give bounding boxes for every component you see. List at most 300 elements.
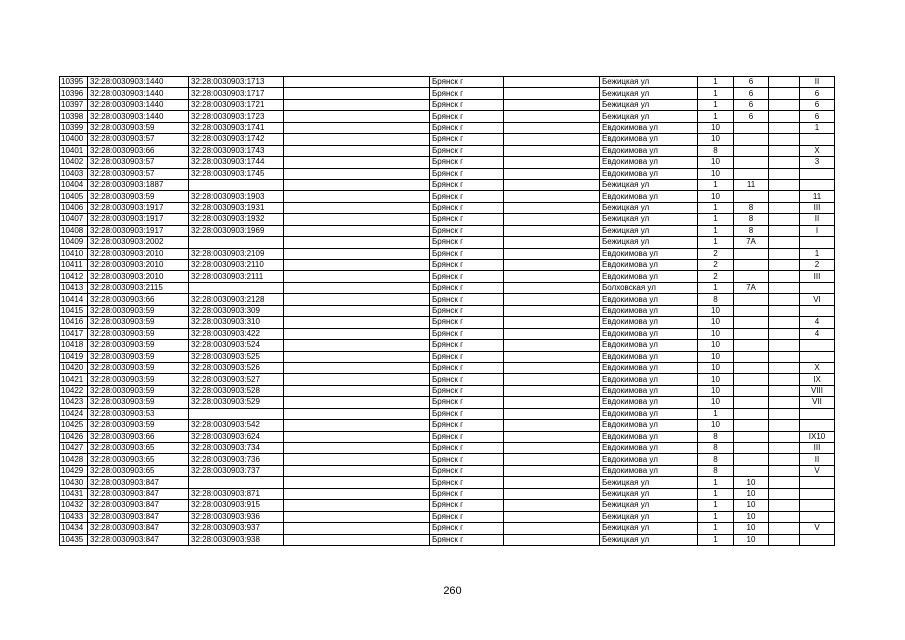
cell-cadastral-number: 32:28:0030903:1713: [189, 77, 284, 88]
cell-street: Евдокимова ул: [600, 431, 698, 442]
cell-apartment-number: [800, 511, 835, 522]
cell-building-number: 8: [734, 214, 769, 225]
cell-building-number: 10: [734, 477, 769, 488]
cell-empty-col-b: [504, 99, 600, 110]
cell-city: Брянск г: [430, 351, 504, 362]
table-row: [60, 408, 835, 419]
cell-parent-cadastral-number: 32:28:0030903:59: [88, 328, 189, 339]
cell-building-number: [734, 374, 769, 385]
cell-apartment-number: II: [800, 77, 835, 88]
cell-apartment-number: 6: [800, 88, 835, 99]
cell-city: Брянск г: [430, 443, 504, 454]
cell-apartment-number: 4: [800, 317, 835, 328]
cell-empty-col-a: [284, 122, 430, 133]
table-row: [60, 134, 835, 145]
cell-empty-col-a: [284, 294, 430, 305]
cell-cadastral-number: 32:28:0030903:915: [189, 500, 284, 511]
cell-empty-col-b: [504, 282, 600, 293]
cell-parent-cadastral-number: 32:28:0030903:59: [88, 122, 189, 133]
cell-empty-col-a: [284, 99, 430, 110]
cell-row-number: 10407: [60, 214, 88, 225]
table-row: [60, 214, 835, 225]
cell-row-number: 10401: [60, 145, 88, 156]
cell-empty-col-b: [504, 294, 600, 305]
cell-empty-col-c: [769, 294, 800, 305]
cell-house-number: 10: [698, 420, 734, 431]
cell-house-number: 1: [698, 523, 734, 534]
cell-empty-col-a: [284, 168, 430, 179]
cell-parent-cadastral-number: 32:28:0030903:1440: [88, 88, 189, 99]
cell-building-number: [734, 408, 769, 419]
table-row: [60, 511, 835, 522]
cell-parent-cadastral-number: 32:28:0030903:847: [88, 523, 189, 534]
cell-apartment-number: 3: [800, 157, 835, 168]
cell-parent-cadastral-number: 32:28:0030903:59: [88, 305, 189, 316]
cell-cadastral-number: [189, 237, 284, 248]
cell-empty-col-b: [504, 202, 600, 213]
cell-row-number: 10426: [60, 431, 88, 442]
cell-city: Брянск г: [430, 294, 504, 305]
cell-empty-col-c: [769, 168, 800, 179]
cell-cadastral-number: 32:28:0030903:937: [189, 523, 284, 534]
cell-house-number: 8: [698, 431, 734, 442]
cell-cadastral-number: 32:28:0030903:2128: [189, 294, 284, 305]
cell-building-number: [734, 145, 769, 156]
cell-apartment-number: [800, 168, 835, 179]
cell-city: Брянск г: [430, 248, 504, 259]
cell-apartment-number: [800, 408, 835, 419]
table-row: [60, 488, 835, 499]
cell-empty-col-b: [504, 225, 600, 236]
cell-house-number: 10: [698, 305, 734, 316]
cell-building-number: [734, 260, 769, 271]
cell-cadastral-number: 32:28:0030903:736: [189, 454, 284, 465]
cell-parent-cadastral-number: 32:28:0030903:1440: [88, 99, 189, 110]
cell-row-number: 10405: [60, 191, 88, 202]
cell-empty-col-b: [504, 191, 600, 202]
cell-building-number: 10: [734, 534, 769, 545]
cell-empty-col-b: [504, 305, 600, 316]
cell-empty-col-a: [284, 179, 430, 190]
cell-building-number: 11: [734, 179, 769, 190]
cell-empty-col-a: [284, 534, 430, 545]
cell-house-number: 1: [698, 214, 734, 225]
cell-street: Евдокимова ул: [600, 145, 698, 156]
cell-empty-col-b: [504, 271, 600, 282]
cell-street: Евдокимова ул: [600, 374, 698, 385]
page-number: 260: [443, 585, 462, 597]
cell-parent-cadastral-number: 32:28:0030903:2115: [88, 282, 189, 293]
cell-empty-col-a: [284, 454, 430, 465]
cell-parent-cadastral-number: 32:28:0030903:66: [88, 431, 189, 442]
cell-cadastral-number: 32:28:0030903:1743: [189, 145, 284, 156]
table-row: [60, 328, 835, 339]
cell-parent-cadastral-number: 32:28:0030903:66: [88, 294, 189, 305]
cell-city: Брянск г: [430, 362, 504, 373]
cell-building-number: 8: [734, 202, 769, 213]
cell-street: Бежицкая ул: [600, 523, 698, 534]
cell-empty-col-a: [284, 328, 430, 339]
cell-empty-col-b: [504, 88, 600, 99]
cell-street: Бежицкая ул: [600, 534, 698, 545]
cell-empty-col-a: [284, 248, 430, 259]
cell-row-number: 10403: [60, 168, 88, 179]
cell-empty-col-c: [769, 237, 800, 248]
cell-parent-cadastral-number: 32:28:0030903:2002: [88, 237, 189, 248]
cell-house-number: 2: [698, 271, 734, 282]
table-row: [60, 317, 835, 328]
cell-empty-col-b: [504, 465, 600, 476]
cell-empty-col-a: [284, 237, 430, 248]
cell-empty-col-b: [504, 488, 600, 499]
cell-cadastral-number: 32:28:0030903:527: [189, 374, 284, 385]
cell-empty-col-a: [284, 191, 430, 202]
cell-row-number: 10418: [60, 340, 88, 351]
cell-empty-col-b: [504, 328, 600, 339]
cell-house-number: 2: [698, 260, 734, 271]
cell-house-number: 10: [698, 397, 734, 408]
records-table: [59, 76, 835, 546]
cell-empty-col-b: [504, 397, 600, 408]
cell-empty-col-a: [284, 374, 430, 385]
cell-street: Евдокимова ул: [600, 317, 698, 328]
cell-apartment-number: IX10: [800, 431, 835, 442]
cell-cadastral-number: 32:28:0030903:1744: [189, 157, 284, 168]
cell-empty-col-b: [504, 214, 600, 225]
table-row: [60, 362, 835, 373]
cell-empty-col-a: [284, 271, 430, 282]
cell-parent-cadastral-number: 32:28:0030903:65: [88, 465, 189, 476]
cell-row-number: 10434: [60, 523, 88, 534]
cell-empty-col-b: [504, 408, 600, 419]
cell-empty-col-b: [504, 168, 600, 179]
table-row: [60, 179, 835, 190]
table-row: [60, 305, 835, 316]
cell-empty-col-c: [769, 225, 800, 236]
cell-apartment-number: [800, 488, 835, 499]
cell-parent-cadastral-number: 32:28:0030903:59: [88, 362, 189, 373]
cell-empty-col-b: [504, 523, 600, 534]
cell-city: Брянск г: [430, 374, 504, 385]
table-row: [60, 122, 835, 133]
cell-house-number: 1: [698, 500, 734, 511]
cell-row-number: 10425: [60, 420, 88, 431]
cell-row-number: 10404: [60, 179, 88, 190]
cell-empty-col-a: [284, 340, 430, 351]
cell-city: Брянск г: [430, 122, 504, 133]
cell-apartment-number: V: [800, 465, 835, 476]
cell-house-number: 1: [698, 282, 734, 293]
cell-city: Брянск г: [430, 157, 504, 168]
cell-empty-col-c: [769, 420, 800, 431]
cell-empty-col-a: [284, 305, 430, 316]
cell-building-number: [734, 122, 769, 133]
cell-street: Евдокимова ул: [600, 191, 698, 202]
cell-row-number: 10435: [60, 534, 88, 545]
cell-cadastral-number: 32:28:0030903:1742: [189, 134, 284, 145]
cell-empty-col-c: [769, 465, 800, 476]
cell-house-number: 1: [698, 111, 734, 122]
cell-street: Евдокимова ул: [600, 305, 698, 316]
cell-row-number: 10408: [60, 225, 88, 236]
cell-empty-col-b: [504, 179, 600, 190]
cell-empty-col-c: [769, 305, 800, 316]
cell-city: Брянск г: [430, 260, 504, 271]
cell-street: Евдокимова ул: [600, 408, 698, 419]
cell-empty-col-b: [504, 374, 600, 385]
cell-apartment-number: [800, 179, 835, 190]
cell-street: Бежицкая ул: [600, 500, 698, 511]
cell-street: Евдокимова ул: [600, 260, 698, 271]
cell-house-number: 2: [698, 248, 734, 259]
cell-city: Брянск г: [430, 77, 504, 88]
cell-house-number: 1: [698, 511, 734, 522]
cell-building-number: [734, 305, 769, 316]
cell-city: Брянск г: [430, 511, 504, 522]
cell-street: Евдокимова ул: [600, 362, 698, 373]
cell-empty-col-b: [504, 134, 600, 145]
cell-row-number: 10417: [60, 328, 88, 339]
cell-empty-col-b: [504, 145, 600, 156]
cell-cadastral-number: 32:28:0030903:737: [189, 465, 284, 476]
cell-cadastral-number: 32:28:0030903:2110: [189, 260, 284, 271]
cell-row-number: 10424: [60, 408, 88, 419]
cell-building-number: [734, 431, 769, 442]
cell-empty-col-c: [769, 397, 800, 408]
cell-apartment-number: X: [800, 145, 835, 156]
cell-empty-col-c: [769, 122, 800, 133]
cell-house-number: 1: [698, 408, 734, 419]
cell-empty-col-a: [284, 317, 430, 328]
table-row: [60, 294, 835, 305]
cell-street: Бежицкая ул: [600, 77, 698, 88]
cell-building-number: 7А: [734, 282, 769, 293]
table-row: [60, 351, 835, 362]
cell-row-number: 10397: [60, 99, 88, 110]
cell-city: Брянск г: [430, 225, 504, 236]
cell-street: Бежицкая ул: [600, 179, 698, 190]
table-row: [60, 534, 835, 545]
cell-empty-col-c: [769, 260, 800, 271]
cell-cadastral-number: 32:28:0030903:938: [189, 534, 284, 545]
cell-parent-cadastral-number: 32:28:0030903:847: [88, 511, 189, 522]
cell-street: Евдокимова ул: [600, 122, 698, 133]
cell-apartment-number: VII: [800, 397, 835, 408]
cell-city: Брянск г: [430, 397, 504, 408]
cell-house-number: 10: [698, 328, 734, 339]
cell-building-number: [734, 317, 769, 328]
cell-parent-cadastral-number: 32:28:0030903:1440: [88, 77, 189, 88]
cell-parent-cadastral-number: 32:28:0030903:1440: [88, 111, 189, 122]
cell-street: Евдокимова ул: [600, 328, 698, 339]
cell-city: Брянск г: [430, 500, 504, 511]
cell-house-number: 10: [698, 191, 734, 202]
cell-parent-cadastral-number: 32:28:0030903:1887: [88, 179, 189, 190]
cell-house-number: 10: [698, 134, 734, 145]
cell-row-number: 10398: [60, 111, 88, 122]
cell-empty-col-a: [284, 523, 430, 534]
cell-building-number: [734, 134, 769, 145]
cell-house-number: 8: [698, 454, 734, 465]
table-row: [60, 340, 835, 351]
cell-empty-col-c: [769, 191, 800, 202]
cell-row-number: 10421: [60, 374, 88, 385]
cell-street: Бежицкая ул: [600, 214, 698, 225]
cell-street: Бежицкая ул: [600, 511, 698, 522]
cell-empty-col-c: [769, 271, 800, 282]
cell-row-number: 10416: [60, 317, 88, 328]
cell-cadastral-number: 32:28:0030903:1903: [189, 191, 284, 202]
cell-street: Евдокимова ул: [600, 397, 698, 408]
table-row: [60, 88, 835, 99]
cell-empty-col-c: [769, 385, 800, 396]
cell-street: Бежицкая ул: [600, 488, 698, 499]
cell-empty-col-a: [284, 431, 430, 442]
table-row: [60, 282, 835, 293]
cell-row-number: 10415: [60, 305, 88, 316]
cell-empty-col-c: [769, 511, 800, 522]
cell-apartment-number: V: [800, 523, 835, 534]
cell-row-number: 10429: [60, 465, 88, 476]
cell-cadastral-number: 32:28:0030903:1745: [189, 168, 284, 179]
cell-empty-col-b: [504, 443, 600, 454]
cell-city: Брянск г: [430, 88, 504, 99]
cell-house-number: 8: [698, 443, 734, 454]
cell-empty-col-c: [769, 362, 800, 373]
cell-building-number: 8: [734, 225, 769, 236]
cell-apartment-number: III: [800, 271, 835, 282]
table-row: [60, 248, 835, 259]
table-row: [60, 500, 835, 511]
cell-empty-col-c: [769, 340, 800, 351]
cell-building-number: 7А: [734, 237, 769, 248]
table-row: [60, 202, 835, 213]
cell-empty-col-b: [504, 431, 600, 442]
cell-empty-col-b: [504, 511, 600, 522]
cell-empty-col-c: [769, 351, 800, 362]
cell-apartment-number: [800, 340, 835, 351]
cell-street: Евдокимова ул: [600, 157, 698, 168]
cell-building-number: 10: [734, 500, 769, 511]
table-row: [60, 260, 835, 271]
cell-row-number: 10409: [60, 237, 88, 248]
cell-empty-col-a: [284, 443, 430, 454]
cell-empty-col-c: [769, 500, 800, 511]
cell-building-number: 6: [734, 111, 769, 122]
cell-building-number: [734, 271, 769, 282]
cell-empty-col-b: [504, 340, 600, 351]
cell-cadastral-number: 32:28:0030903:524: [189, 340, 284, 351]
cell-empty-col-c: [769, 534, 800, 545]
cell-empty-col-a: [284, 282, 430, 293]
table-row: [60, 431, 835, 442]
cell-parent-cadastral-number: 32:28:0030903:59: [88, 191, 189, 202]
cell-empty-col-c: [769, 145, 800, 156]
cell-cadastral-number: 32:28:0030903:734: [189, 443, 284, 454]
cell-parent-cadastral-number: 32:28:0030903:2010: [88, 260, 189, 271]
cell-empty-col-c: [769, 488, 800, 499]
cell-parent-cadastral-number: 32:28:0030903:53: [88, 408, 189, 419]
cell-empty-col-b: [504, 420, 600, 431]
cell-row-number: 10432: [60, 500, 88, 511]
cell-empty-col-a: [284, 465, 430, 476]
cell-cadastral-number: 32:28:0030903:1721: [189, 99, 284, 110]
cell-building-number: 10: [734, 523, 769, 534]
cell-house-number: 10: [698, 168, 734, 179]
cell-empty-col-c: [769, 443, 800, 454]
cell-house-number: 1: [698, 237, 734, 248]
cell-empty-col-c: [769, 282, 800, 293]
cell-parent-cadastral-number: 32:28:0030903:1917: [88, 214, 189, 225]
cell-apartment-number: IX: [800, 374, 835, 385]
cell-cadastral-number: 32:28:0030903:2109: [189, 248, 284, 259]
cell-empty-col-c: [769, 408, 800, 419]
cell-cadastral-number: [189, 408, 284, 419]
cell-empty-col-b: [504, 237, 600, 248]
cell-empty-col-a: [284, 111, 430, 122]
cell-apartment-number: 4: [800, 328, 835, 339]
cell-apartment-number: 1: [800, 122, 835, 133]
cell-empty-col-a: [284, 511, 430, 522]
cell-empty-col-b: [504, 317, 600, 328]
cell-apartment-number: III: [800, 443, 835, 454]
cell-apartment-number: [800, 477, 835, 488]
cell-empty-col-b: [504, 111, 600, 122]
cell-empty-col-b: [504, 122, 600, 133]
cell-building-number: 6: [734, 88, 769, 99]
cell-street: Евдокимова ул: [600, 294, 698, 305]
cell-apartment-number: [800, 534, 835, 545]
cell-cadastral-number: 32:28:0030903:422: [189, 328, 284, 339]
table-row: [60, 77, 835, 88]
cell-row-number: 10406: [60, 202, 88, 213]
cell-city: Брянск г: [430, 214, 504, 225]
cell-city: Брянск г: [430, 111, 504, 122]
cell-empty-col-c: [769, 77, 800, 88]
cell-empty-col-b: [504, 385, 600, 396]
cell-parent-cadastral-number: 32:28:0030903:59: [88, 351, 189, 362]
cell-empty-col-a: [284, 77, 430, 88]
cell-row-number: 10430: [60, 477, 88, 488]
cell-building-number: [734, 340, 769, 351]
cell-apartment-number: [800, 500, 835, 511]
cell-parent-cadastral-number: 32:28:0030903:847: [88, 500, 189, 511]
cell-cadastral-number: 32:28:0030903:1717: [189, 88, 284, 99]
cell-city: Брянск г: [430, 202, 504, 213]
cell-city: Брянск г: [430, 99, 504, 110]
table-row: [60, 385, 835, 396]
cell-empty-col-c: [769, 454, 800, 465]
cell-cadastral-number: 32:28:0030903:542: [189, 420, 284, 431]
cell-building-number: [734, 420, 769, 431]
cell-apartment-number: 2: [800, 260, 835, 271]
cell-empty-col-a: [284, 477, 430, 488]
cell-parent-cadastral-number: 32:28:0030903:66: [88, 145, 189, 156]
cell-row-number: 10427: [60, 443, 88, 454]
cell-cadastral-number: 32:28:0030903:310: [189, 317, 284, 328]
cell-building-number: [734, 328, 769, 339]
cell-cadastral-number: 32:28:0030903:1931: [189, 202, 284, 213]
cell-house-number: 1: [698, 179, 734, 190]
cell-empty-col-c: [769, 477, 800, 488]
cell-empty-col-a: [284, 488, 430, 499]
cell-city: Брянск г: [430, 179, 504, 190]
cell-empty-col-a: [284, 260, 430, 271]
cell-empty-col-a: [284, 225, 430, 236]
cell-house-number: 10: [698, 362, 734, 373]
cell-cadastral-number: 32:28:0030903:528: [189, 385, 284, 396]
cell-cadastral-number: [189, 282, 284, 293]
